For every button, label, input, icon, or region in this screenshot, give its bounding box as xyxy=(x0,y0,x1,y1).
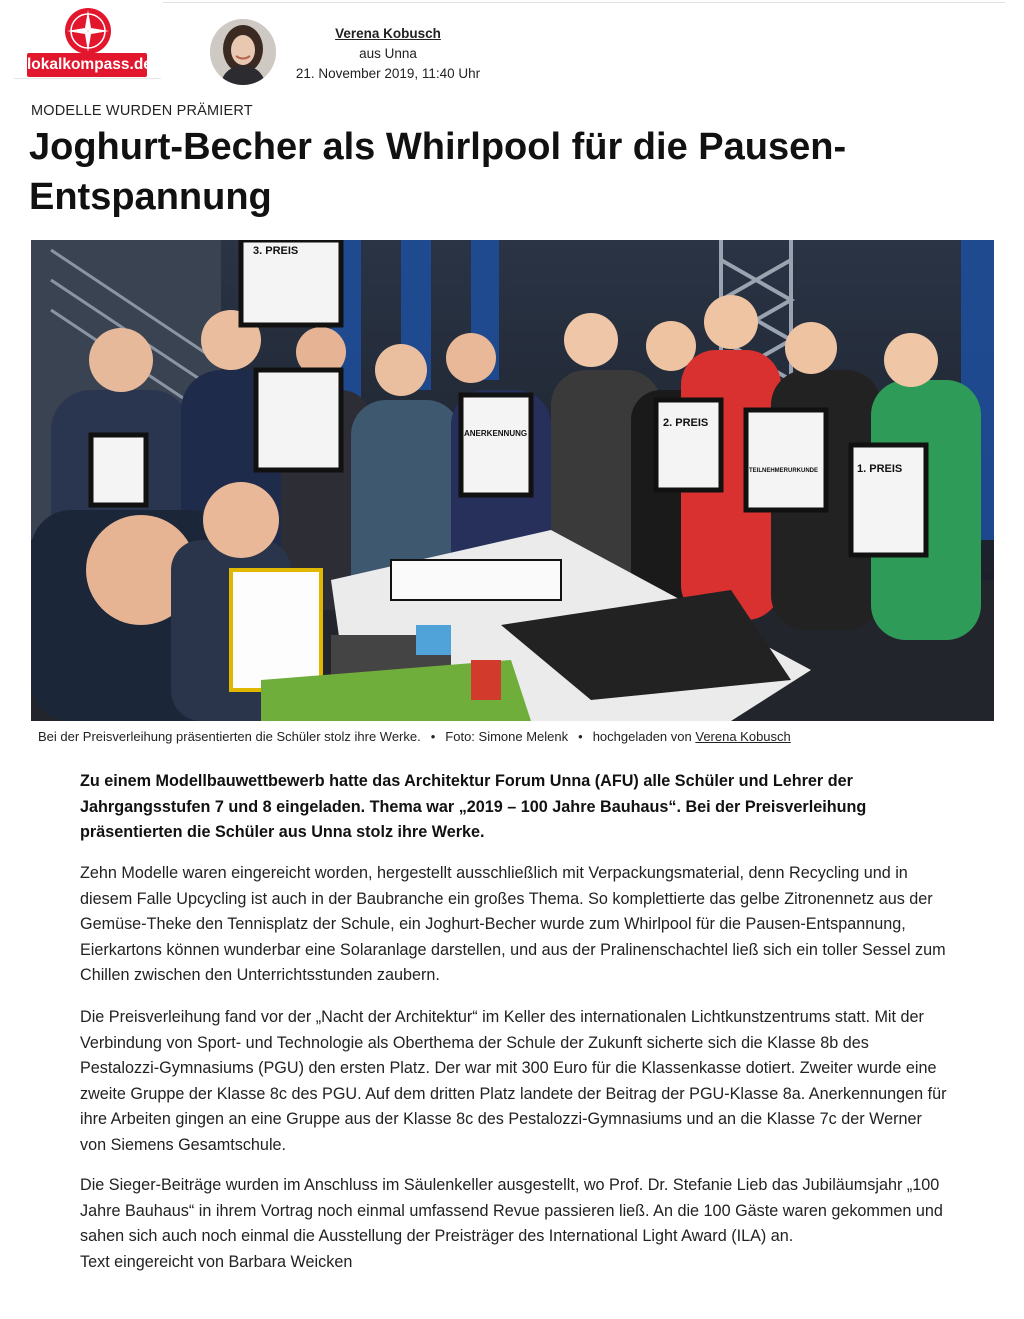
caption-separator: • xyxy=(430,729,436,744)
photo-credit: Foto: Simone Melenk xyxy=(445,729,569,744)
caption-text: Bei der Preisverleihung präsentierten die Schüler stolz ihre Werke. xyxy=(38,729,421,744)
photo-caption xyxy=(38,729,791,744)
article-kicker: MODELLE WURDEN PRÄMIERT xyxy=(31,103,253,119)
author-avatar[interactable] xyxy=(210,19,276,85)
certificate-second-prize: 2. PREIS xyxy=(663,417,709,429)
certificate-recognition: ANERKENNUNG xyxy=(464,429,528,438)
uploader-link[interactable]: Verena Kobusch xyxy=(695,729,791,744)
author-location: aus Unna xyxy=(359,46,417,61)
article-footer-line: Text eingereicht von Barbara Weicken xyxy=(80,1252,353,1271)
site-logo[interactable] xyxy=(27,7,152,79)
header-divider xyxy=(163,2,1005,3)
uploaded-prefix: hochgeladen von xyxy=(592,729,692,744)
article-lead: Zu einem Modellbauwettbewerb hatte das Architektur Forum Unna (AFU) alle Schüler und Lehrer der Jahrgangsstufen 7 und 8 eingeladen. Thema war „2019 – 100 Jahre Bauhaus“. Bei der Preisverleihung präsentierten die Schüler aus Unna stolz ihre Werke. xyxy=(80,772,867,841)
certificate-participant: TEILNEHMERURKUNDE xyxy=(749,468,818,474)
author-info xyxy=(276,24,500,84)
article-photo[interactable] xyxy=(31,240,994,721)
logo-underline xyxy=(14,78,161,79)
article-paragraph-last xyxy=(80,1173,950,1275)
article-paragraph: Die Sieger-Beiträge wurden im Anschluss im Säulenkeller ausgestellt, wo Prof. Dr. Stefanie Lieb das Jubiläumsjahr „100 Jahre Bauhaus“ in ihrem Vortrag noch einmal umfassend Revue passieren ließ. An die 100 Gäste waren gekommen und sahen sich auch noch einmal die Ausstellung der Preisträger des International Light Award (ILA) an. xyxy=(80,1176,943,1245)
certificate-first-prize: 1. PREIS xyxy=(857,463,903,475)
article-paragraph: Die Preisverleihung fand vor der „Nacht der Architektur“ im Keller des internationalen Lichtkunstzentrums statt. Mit der Verbindung von Sport- und Technologie als Oberthema der Schule der Zukunft sicherte sich die Klasse 8b des Pestalozzi-Gymnasiums (PGU) den ersten Platz. Der war mit 300 Euro für die Klassenkasse dotiert. Zweiter wurde eine zweite Gruppe der Klasse 8c des PGU. Auf dem dritten Platz landete der Beitrag der PGU-Klasse 8a. Anerkennungen für ihre Arbeiten gingen an eine Gruppe aus der Klasse 8c des Pestalozzi-Gymnasiums und an die Klasse 7c der Werner von Siemens Gesamtschule. xyxy=(80,1008,947,1154)
publish-date: 21. November 2019, 11:40 Uhr xyxy=(295,66,481,81)
compass-rose-icon xyxy=(64,7,112,55)
group-photo xyxy=(31,240,994,721)
caption-separator: • xyxy=(578,729,583,744)
author-avatar-icon xyxy=(210,19,276,85)
article-paragraph: Zehn Modelle waren eingereicht worden, hergestellt ausschließlich mit Verpackungsmaterial, denn Recycling und in diesem Falle Upcycling ist auch in der Baubranche ein großes Thema. So komplettierte das gelbe Zitronennetz aus der Gemüse-Theke den Tennisplatz der Schule, ein Joghurt-Becher wurde zum Whirlpool für die Pausen-Entspannung, Eierkartons können wunderbar eine Solaranlage darstellen, und aus der Pralinenschachtel ließ sich ein toller Sessel zum Chillen zwischen den Unterrichtsstunden zaubern. xyxy=(80,864,946,984)
author-name-link[interactable]: Verena Kobusch xyxy=(335,26,441,41)
logo-wordmark: lokalkompass.de xyxy=(27,53,147,77)
certificate-third-prize: 3. PREIS xyxy=(253,245,299,257)
article-title: Joghurt-Becher als Whirlpool für die Pausen-Entspannung xyxy=(29,126,847,218)
